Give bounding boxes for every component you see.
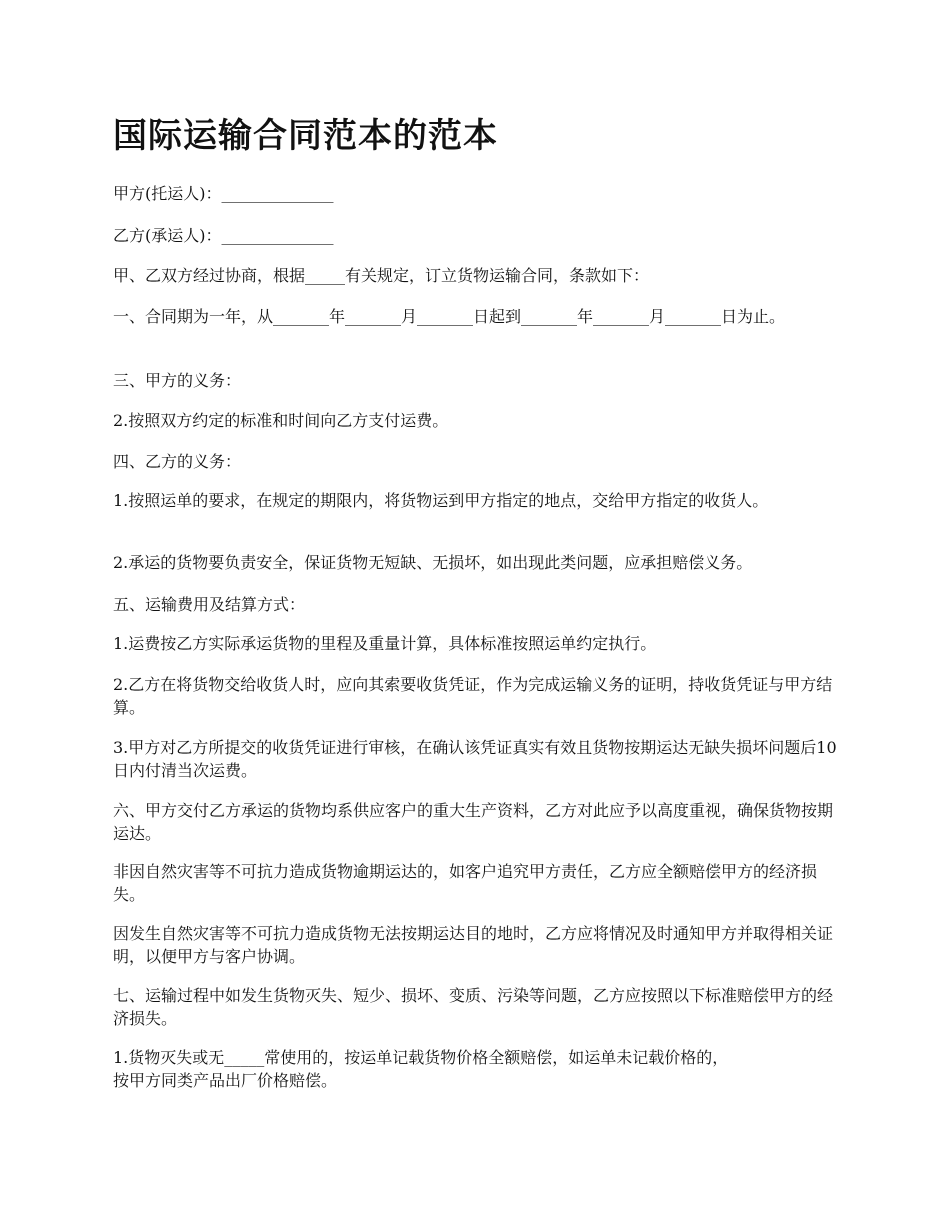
document-title: 国际运输合同范本的范本	[113, 116, 498, 156]
intro-paragraph: 甲、乙双方经过协商，根据_____有关规定，订立货物运输合同，条款如下：	[113, 266, 650, 285]
clause-party-b-duties-heading: 四、乙方的义务：	[113, 452, 242, 471]
clause-six: 六、甲方交付乙方承运的货物均系供应客户的重大生产资料，乙方对此应予以高度重视，确保货物按期运达。	[113, 801, 834, 843]
clause-six-delay: 非因自然灾害等不可抗力造成货物逾期运达的，如客户追究甲方责任，乙方应全额赔偿甲方的经济损失。	[113, 862, 818, 904]
clause-six-force-majeure: 因发生自然灾害等不可抗力造成货物无法按期运达目的地时，乙方应将情况及时通知甲方并取得相关证明，以便甲方与客户协调。	[113, 924, 834, 966]
clause-fees-heading: 五、运输费用及结算方式：	[113, 595, 306, 614]
clause-party-a-duties-heading: 三、甲方的义务：	[113, 371, 242, 390]
clause-fees-1: 1.运费按乙方实际承运货物的里程及重量计算，具体标准按照运单约定执行。	[113, 634, 657, 653]
clause-fees-2: 2.乙方在将货物交给收货人时，应向其索要收货凭证，作为完成运输义务的证明，持收货凭证与甲方结算。	[113, 675, 833, 717]
clause-fees-3: 3.甲方对乙方所提交的收货凭证进行审核，在确认该凭证真实有效且货物按期运达无缺失损坏问题后10日内付清当次运费。	[113, 738, 837, 780]
clause-party-b-duty-2: 2.承运的货物要负责安全，保证货物无短缺、无损坏，如出现此类问题，应承担赔偿义务。	[113, 553, 753, 572]
clause-party-b-duty-1: 1.按照运单的要求，在规定的期限内，将货物运到甲方指定的地点，交给甲方指定的收货人。	[113, 491, 769, 510]
clause-party-a-duty-2: 2.按照双方约定的标准和时间向乙方支付运费。	[113, 411, 449, 430]
clause-term: 一、合同期为一年，从_______年_______月_______日起到_______年_______月_______日为止。	[113, 307, 786, 326]
clause-seven-1: 1.货物灭失或无_____常使用的，按运单记载货物价格全额赔偿，如运单未记载价格的， 按甲方同类产品出厂价格赔偿。	[113, 1048, 729, 1090]
party-a-line: 甲方(托运人)：______________	[113, 184, 334, 203]
party-b-line: 乙方(承运人)：______________	[113, 226, 334, 245]
clause-seven: 七、运输过程中如发生货物灭失、短少、损坏、变质、污染等问题，乙方应按照以下标准赔偿甲方的经济损失。	[113, 986, 834, 1028]
